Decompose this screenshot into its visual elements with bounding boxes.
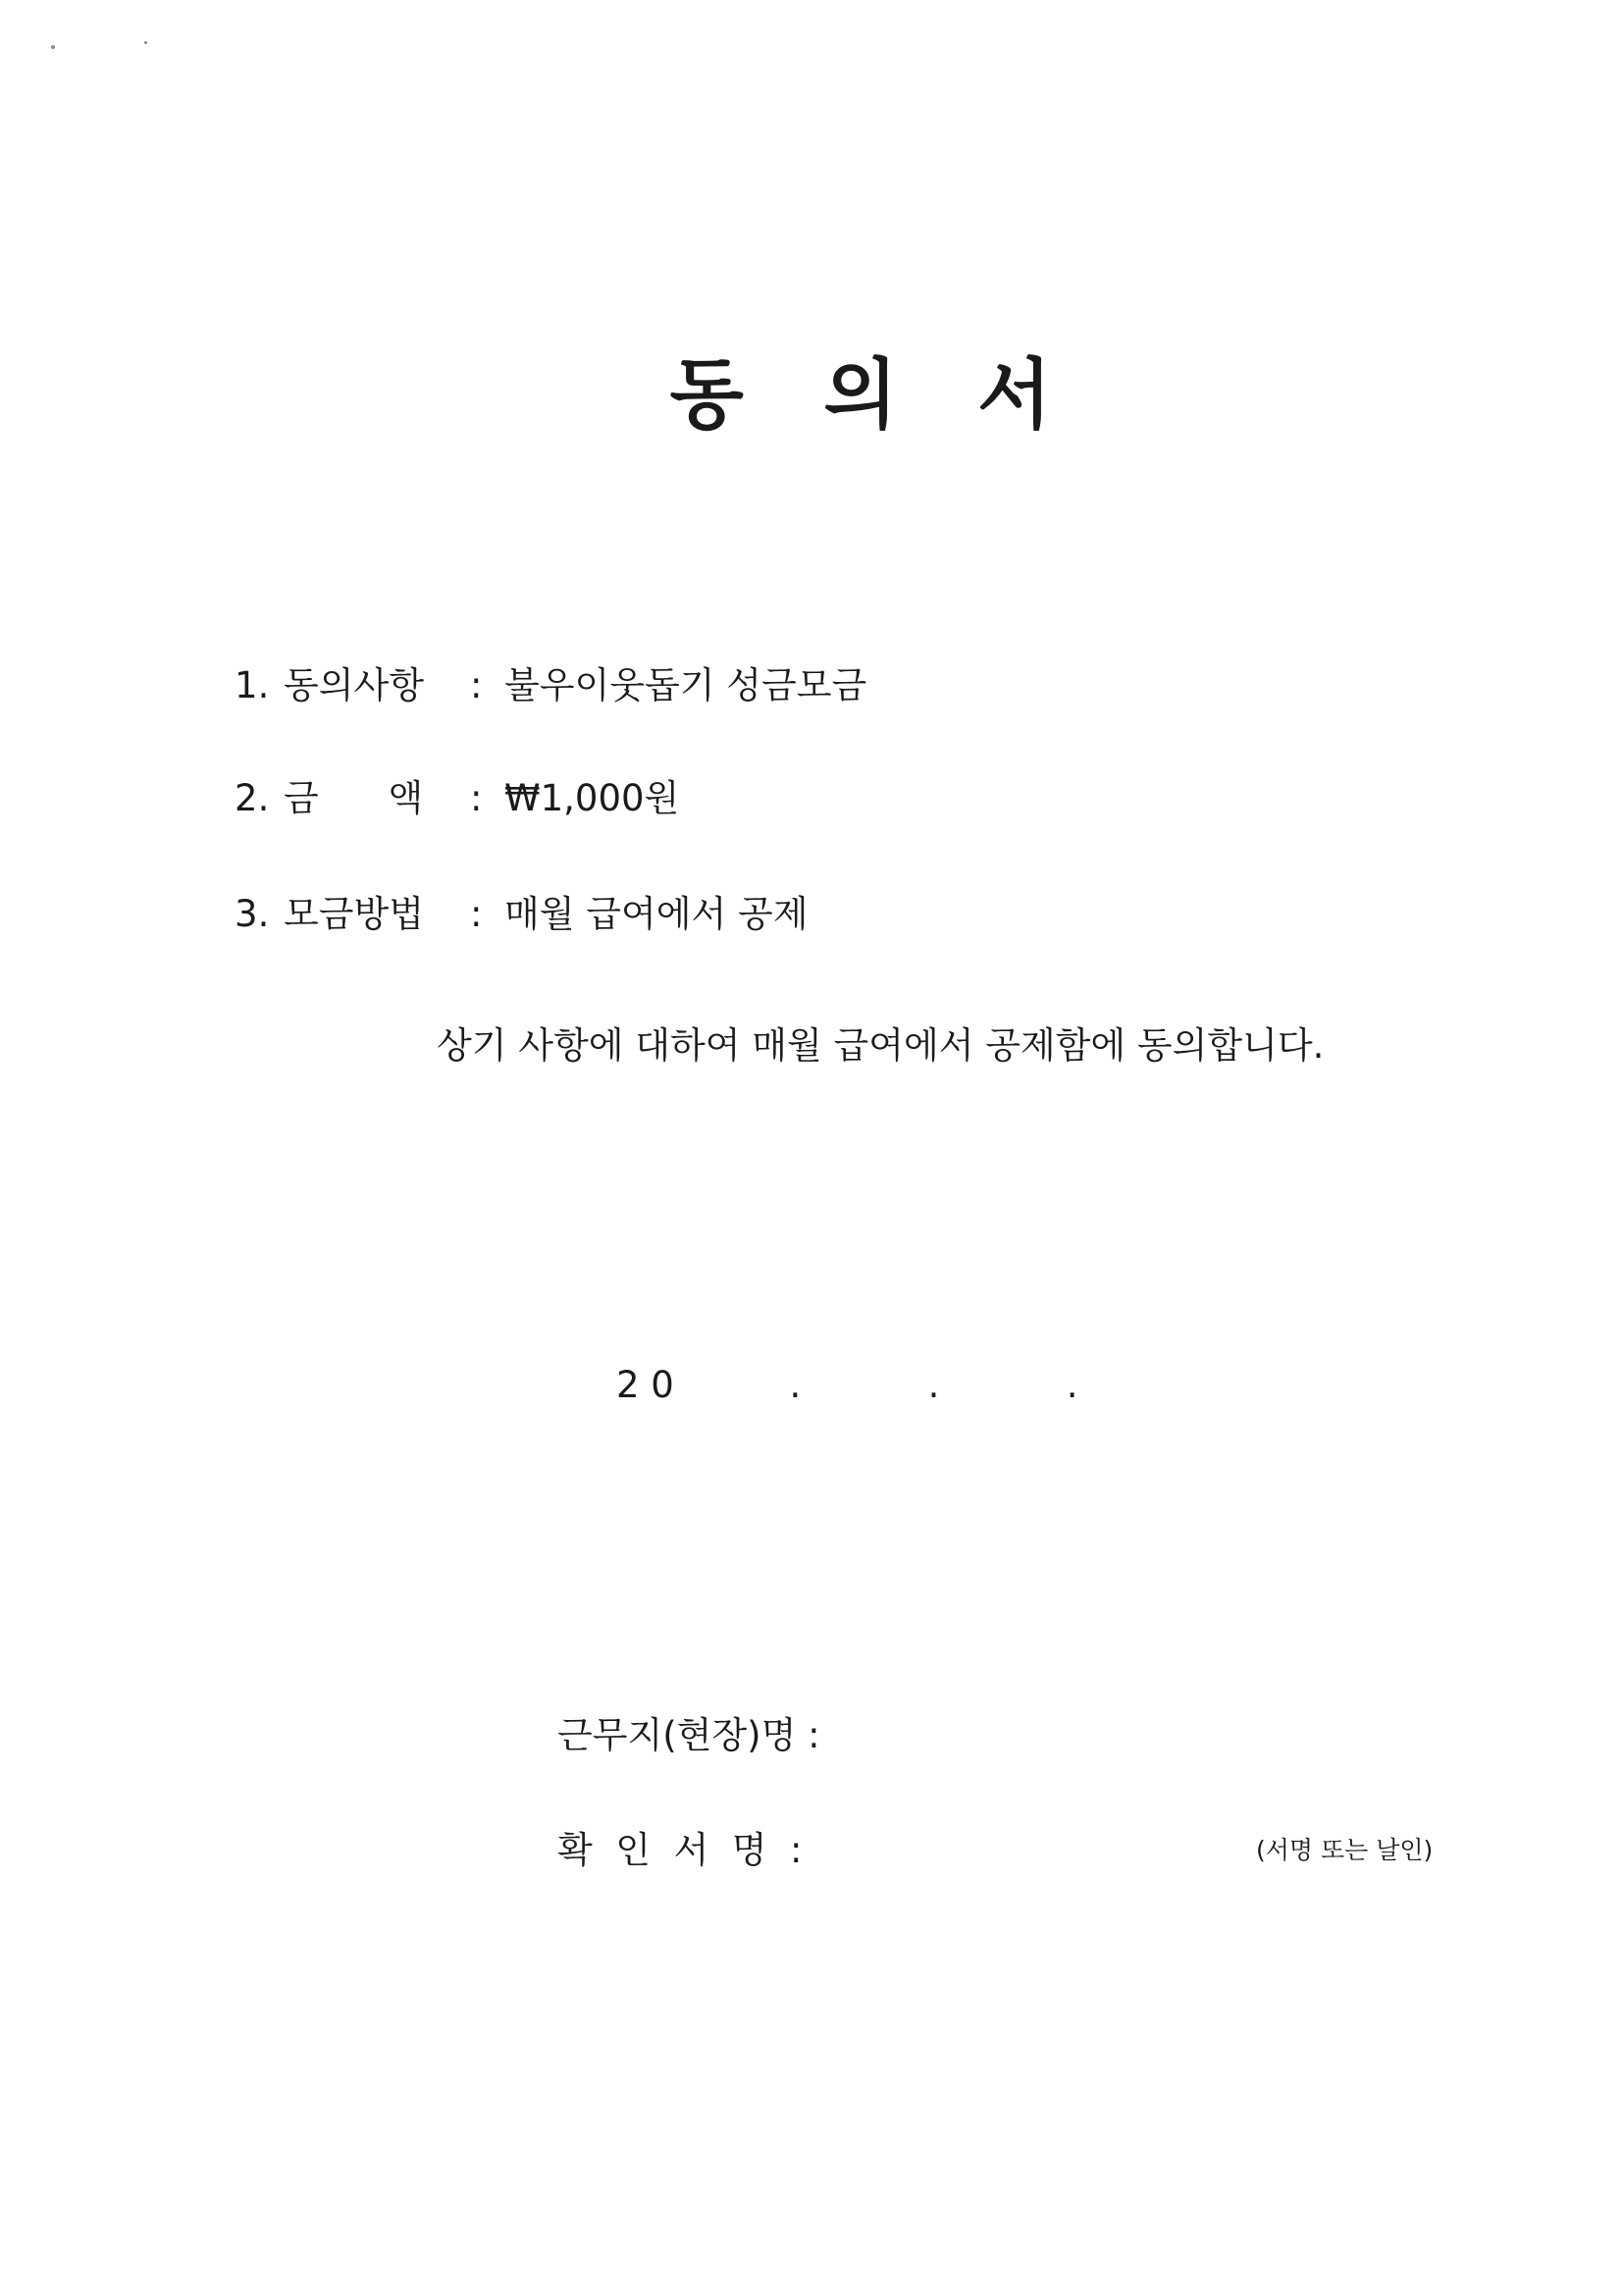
item-colon: : [470, 777, 483, 819]
item-value: 불우이웃돕기 성금모금 [504, 664, 867, 706]
agreement-statement: 상기 사항에 대하여 매월 급여에서 공제함에 동의합니다. [437, 1024, 1325, 1067]
signature-hint: (서명 또는 날인) [1256, 1836, 1434, 1864]
document-title: 동 의 서 [669, 351, 1052, 440]
item-number: 1. [235, 664, 270, 706]
item-colon: : [470, 893, 483, 935]
workplace-label: 근무지(현장)명 : [557, 1714, 820, 1756]
item-label: 금 액 [284, 777, 424, 819]
item-number: 3. [235, 893, 270, 935]
item-label: 동의사항 [284, 664, 425, 706]
item-number: 2. [235, 777, 270, 819]
item-value: 매월 급여에서 공제 [504, 893, 809, 935]
item-value: ₩1,000원 [504, 777, 680, 819]
item-colon: : [470, 664, 483, 706]
scan-speck [144, 41, 147, 44]
item-label: 모금방법 [284, 893, 425, 935]
item-collection-method [188, 842, 809, 979]
scan-speck [51, 45, 55, 49]
signature-label: 확 인 서 명 : [557, 1829, 803, 1871]
date-line: 2 0 . . . [616, 1364, 1078, 1406]
